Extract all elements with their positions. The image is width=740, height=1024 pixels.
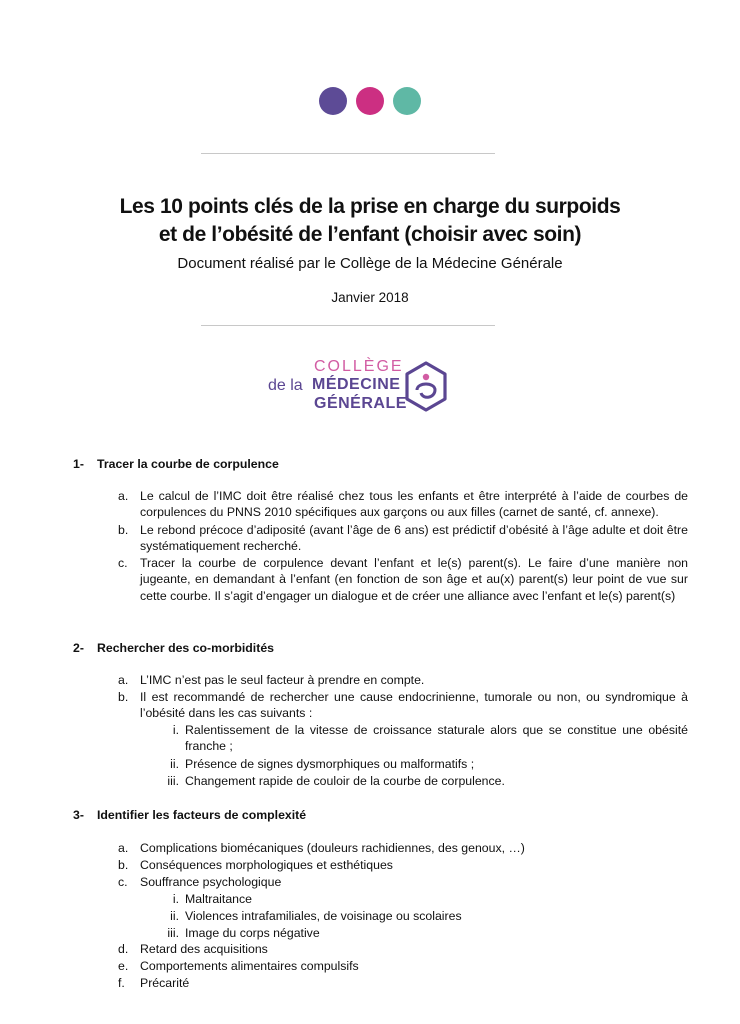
logo-text-generale: GÉNÉRALE <box>314 395 407 412</box>
list-item: a. Le calcul de l’IMC doit être réalisé chez tous les enfants et être interprété à l’aide de courbes de corpulences du PNNS 2010 spécifiques aux garçons ou aux filles (carnet de santé, cf. annexe). <box>118 489 688 520</box>
teal-dot <box>393 87 421 115</box>
pink-dot <box>356 87 384 115</box>
list-item: b. Le rebond précoce d’adiposité (avant l’âge de 6 ans) est prédictif d’obésité à l’âge adulte et doit être systématiquement recherché. <box>118 523 688 554</box>
purple-dot <box>319 87 347 115</box>
list-item: a. Complications biomécaniques (douleurs rachidiennes, des genoux, …) <box>118 841 525 855</box>
divider-bottom <box>201 325 495 326</box>
logo-line-college: COLLÈGE <box>314 358 404 375</box>
list-item: d. Retard des acquisitions <box>118 942 268 956</box>
logo-text-medecine: MÉDECINE <box>312 376 401 393</box>
sub-list-item: iii. Changement rapide de couloir de la courbe de corpulence. <box>167 774 505 788</box>
section-2-heading: 2- Rechercher des co-morbidités <box>73 641 274 655</box>
sub-list-item: ii. Présence de signes dysmorphiques ou malformatifs ; <box>170 757 475 771</box>
list-item: c. Souffrance psychologique <box>118 875 282 889</box>
sub-list-item: ii. Violences intrafamiliales, de voisinage ou scolaires <box>170 909 462 923</box>
section-1-heading: 1- Tracer la courbe de corpulence <box>73 457 279 471</box>
title-line-1: Les 10 points clés de la prise en charge du surpoids <box>119 195 621 218</box>
hexagon-logo-icon <box>403 360 449 414</box>
list-item: b. Conséquences morphologiques et esthétiques <box>118 858 393 872</box>
document-date: Janvier 2018 <box>331 290 409 305</box>
list-item: a. L’IMC n’est pas le seul facteur à prendre en compte. <box>118 673 425 687</box>
sub-list-item: i. Ralentissement de la vitesse de croissance staturale alors que se constitue une obésité franche ; <box>172 723 688 754</box>
list-item: c. Tracer la courbe de corpulence devant l’enfant et le(s) parent(s). Le faire d’une manière non jugeante, en demandant à l’enfant (en fonction de son âge et au(x) parent(s) leur point de vue sur cette courbe. Il s’agit d’engager un dialogue et de créer une alliance avec l’enfant et le(s) parent(s) <box>118 556 688 603</box>
brand-dots <box>319 87 421 115</box>
section-3-heading: 3- Identifier les facteurs de complexité <box>73 808 307 822</box>
document-title <box>0 193 740 249</box>
logo-text-de-la: de la <box>268 377 303 394</box>
list-item: e. Comportements alimentaires compulsifs <box>118 959 359 973</box>
sub-list-item: i. Maltraitance <box>172 892 252 906</box>
sub-list-item: iii. Image du corps négative <box>167 926 320 940</box>
list-item: f. Précarité <box>118 976 190 990</box>
document-subtitle: Document réalisé par le Collège de la Médecine Générale <box>177 255 563 272</box>
list-item: b. Il est recommandé de rechercher une cause endocrinienne, tumorale ou non, ou syndromique à l’obésité dans les cas suivants : <box>118 690 688 721</box>
divider-top <box>201 153 495 154</box>
title-line-2: et de l’obésité de l’enfant (choisir avec soin) <box>158 223 582 246</box>
college-logo <box>268 356 458 416</box>
